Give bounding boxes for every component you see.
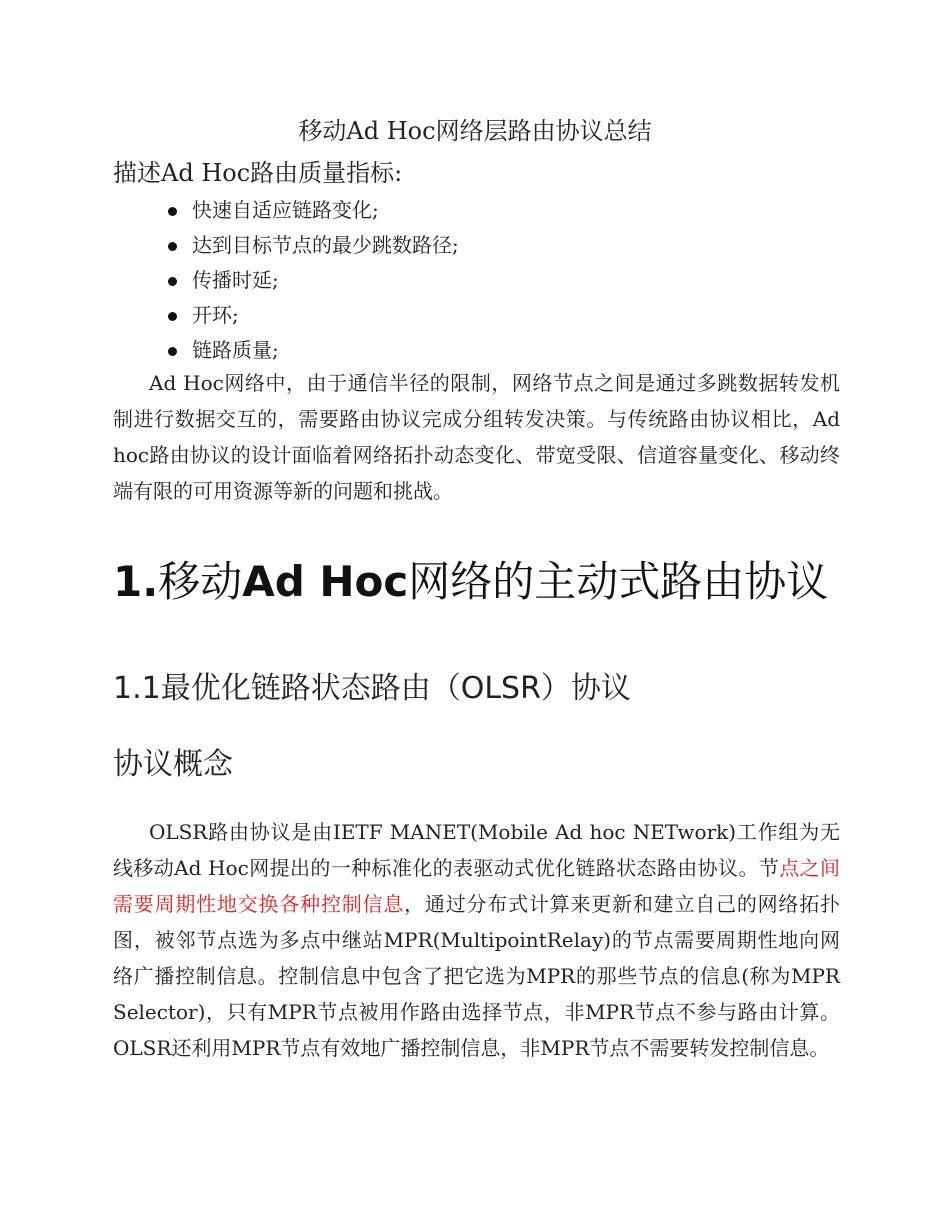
bullet-icon: [168, 312, 177, 321]
bullet-icon: [168, 277, 177, 286]
section-title-bold: Ad Hoc: [242, 557, 409, 606]
section-title-part2: 网络的主动式路由协议: [408, 557, 829, 606]
list-item-text: 开环;: [192, 303, 239, 327]
section-number: 1.: [113, 557, 159, 606]
list-item-text: 达到目标节点的最少跳数路径;: [192, 233, 459, 257]
intro-paragraph: Ad Hoc网络中，由于通信半径的限制，网络节点之间是通过多跳数据转发机制进行数据交互的，需要路由协议完成分组转发决策。与传统路由协议相比，Ad hoc路由协议的设计面临着网络拓扑动态变化、带宽受限、信道容量变化、移动终端有限的可用资源等新的问题和挑战。: [113, 371, 840, 503]
section-title-part1: 移动: [158, 557, 243, 606]
list-item: [160, 193, 459, 228]
document-title: 移动Ad Hoc网络层路由协议总结: [298, 117, 652, 145]
list-item-text: 传播时延;: [192, 268, 279, 292]
list-item-text: 快速自适应链路变化;: [192, 198, 379, 222]
olsr-text-part1: OLSR路由协议是由IETF MANET(Mobile Ad hoc NETwork)工作组为无线移动Ad Hoc网提出的一种标准化的表驱动式优化链路状态路由协议。节: [113, 820, 840, 880]
section-1-1-heading: 1.1最优化链路状态路由（OLSR）协议: [113, 671, 631, 706]
protocol-concept-heading: 协议概念: [113, 747, 233, 782]
list-item-text: 链路质量;: [192, 338, 279, 362]
list-item: [160, 298, 459, 333]
section-1-heading: [113, 553, 828, 611]
bullet-icon: [168, 242, 177, 251]
list-item: [160, 263, 459, 298]
highlighted-text: 点之间需要周期性地交换各种控制信息: [113, 856, 841, 916]
list-item: [160, 333, 459, 368]
quality-metrics-list: [160, 193, 459, 368]
intro-heading: 描述Ad Hoc路由质量指标:: [113, 159, 403, 187]
bullet-icon: [168, 207, 177, 216]
olsr-text-part2: ，通过分布式计算来更新和建立自己的网络拓扑图，被邻节点选为多点中继站MPR(MultipointRelay)的节点需要周期性地向网络广播控制信息。控制信息中包含了把它选为MPR的那些节点的信息(称为MPR Selector)，只有MPR节点被用作路由选择节点，非MPR节点不参与路由计算。OLSR还利用MPR节点有效地广播控制信息，非MPR节点不需要转发控制信息。: [113, 892, 841, 1060]
list-item: [160, 228, 459, 263]
bullet-icon: [168, 347, 177, 356]
olsr-paragraph: [113, 814, 840, 1066]
